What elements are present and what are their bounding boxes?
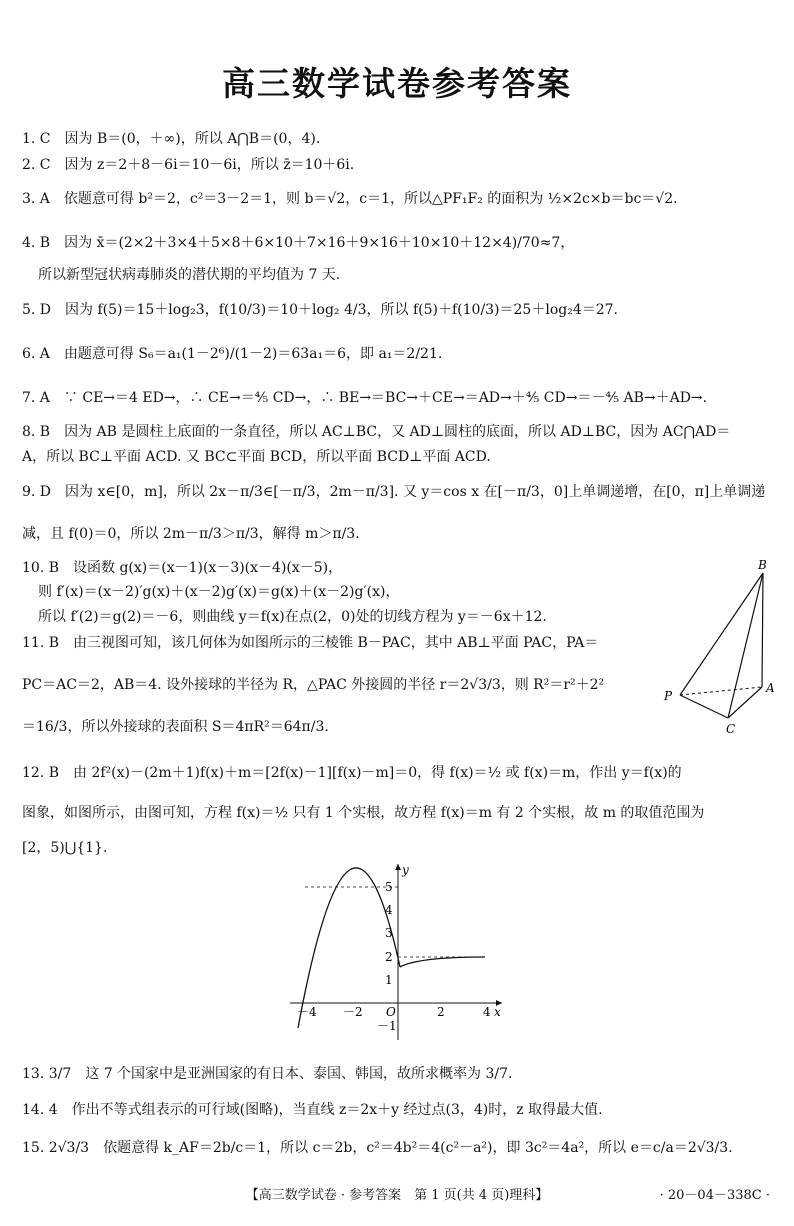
y-tick-1: 1 xyxy=(385,973,393,987)
answer-q12-line3: [2，5)⋃{1}. xyxy=(22,840,108,856)
answer-q3: 3. A 依题意可得 b²＝2，c²＝3－2＝1，则 b＝√2，c＝1，所以△PF₁F₂ 的面积为 ½×2c×b＝bc＝√2. xyxy=(22,191,678,207)
y-axis-label: y xyxy=(402,863,409,877)
vertex-label-a: A xyxy=(766,681,775,695)
answer-q11-line3: ＝16/3，所以外接球的表面积 S＝4πR²＝64π/3. xyxy=(22,719,329,735)
answer-q6: 6. A 由题意可得 S₆＝a₁(1－2⁶)/(1－2)＝63a₁＝6，即 a₁＝2/21. xyxy=(22,346,443,362)
vertex-label-c: C xyxy=(726,722,736,736)
answer-q5: 5. D 因为 f(5)＝15＋log₂3，f(10/3)＝10＋log₂ 4/3，所以 f(5)＋f(10/3)＝25＋log₂4＝27. xyxy=(22,302,618,318)
answer-q12-line2: 图象，如图所示，由图可知，方程 f(x)＝½ 只有 1 个实根，故方程 f(x)＝m 有 2 个实根，故 m 的取值范围为 xyxy=(22,805,705,821)
answer-q9-line2: 减，且 f(0)＝0，所以 2m－π/3＞π/3，解得 m＞π/3. xyxy=(22,526,360,542)
y-tick-3: 3 xyxy=(385,926,393,940)
edge-pc xyxy=(680,695,728,718)
origin-label: O xyxy=(386,1005,396,1019)
y-tick-2: 2 xyxy=(385,950,393,964)
footer-center-text: 【高三数学试卷 · 参考答案 第 1 页(共 4 页)理科】 xyxy=(245,1188,549,1203)
answer-q1: 1. C 因为 B＝(0，＋∞)，所以 A⋂B＝(0，4). xyxy=(22,131,321,147)
answer-q13: 13. 3/7 这 7 个国家中是亚洲国家的有日本、泰国、韩国，故所求概率为 3/7. xyxy=(22,1066,513,1082)
x-tick-4: 4 xyxy=(483,1005,491,1019)
answer-q9-line1: 9. D 因为 x∈[0，m]，所以 2x－π/3∈[－π/3，2m－π/3]. 又 y＝cos x 在[－π/3，0]上单调递增，在[0，π]上单调递 xyxy=(22,484,766,500)
vertex-label-b: B xyxy=(758,558,767,572)
page-title: 高三数学试卷参考答案 xyxy=(222,64,572,103)
answer-q11-line2: PC＝AC＝2，AB＝4. 设外接球的半径为 R，△PAC 外接圆的半径 r＝2√3/3，则 R²＝r²＋2² xyxy=(22,677,605,693)
edge-pa-hidden xyxy=(680,687,762,695)
answer-q8-line2: A，所以 BC⊥平面 ACD. 又 BC⊂平面 BCD，所以平面 BCD⊥平面 ACD. xyxy=(22,449,491,465)
y-tick-5: 5 xyxy=(385,880,393,894)
answer-q4-line1: 4. B 因为 x̄＝(2×2＋3×4＋5×8＋6×10＋7×16＋9×16＋10×10＋12×4)/70≈7， xyxy=(22,235,575,251)
function-graph xyxy=(280,856,510,1046)
edge-ca xyxy=(728,687,762,718)
edge-bc xyxy=(728,573,763,718)
answer-q7: 7. A ∵ CE→＝4 ED→，∴ CE→＝⅘ CD→，∴ BE→＝BC→＋CE→＝AD→＋⅘ CD→＝－⅘ AB→＋AD→. xyxy=(22,390,708,406)
y-tick--1: －1 xyxy=(377,1019,397,1033)
y-tick-4: 4 xyxy=(385,903,393,917)
x-axis-label: x xyxy=(494,1005,501,1019)
answer-q2: 2. C 因为 z＝2＋8－6i＝10－6i，所以 z̄＝10＋6i. xyxy=(22,157,355,173)
answer-q10-line2: 则 f′(x)＝(x－2)′g(x)＋(x－2)g′(x)＝g(x)＋(x－2)g′(x)， xyxy=(38,584,400,600)
answer-q8-line1: 8. B 因为 AB 是圆柱上底面的一条直径，所以 AC⊥BC，又 AD⊥圆柱的底面，所以 AD⊥BC，因为 AC⋂AD＝ xyxy=(22,424,731,440)
x-tick--4: －4 xyxy=(297,1005,317,1019)
answer-q10-line1: 10. B 设函数 g(x)＝(x－1)(x－3)(x－4)(x－5)， xyxy=(22,560,343,576)
pyramid-figure xyxy=(650,556,790,741)
edge-bp xyxy=(680,573,763,695)
answer-q14: 14. 4 作出不等式组表示的可行域(图略)，当直线 z＝2x＋y 经过点(3，4)时，z 取得最大值. xyxy=(22,1102,603,1118)
edge-ba xyxy=(762,573,763,687)
footer-code: · 20－04－338C · xyxy=(659,1188,770,1203)
x-tick--2: －2 xyxy=(343,1005,363,1019)
answer-q15: 15. 2√3/3 依题意得 k_AF＝2b/c＝1，所以 c＝2b，c²＝4b²＝4(c²－a²)，即 3c²＝4a²，所以 e＝c/a＝2√3/3. xyxy=(22,1140,733,1156)
answer-q4-line2: 所以新型冠状病毒肺炎的潜伏期的平均值为 7 天. xyxy=(38,267,341,283)
answer-q11-line1: 11. B 由三视图可知，该几何体为如图所示的三棱锥 B－PAC，其中 AB⊥平面 PAC，PA＝ xyxy=(22,635,599,651)
answer-q12-line1: 12. B 由 2f²(x)－(2m＋1)f(x)＋m＝[2f(x)－1][f(x)－m]＝0，得 f(x)＝½ 或 f(x)＝m，作出 y＝f(x)的 xyxy=(22,765,682,781)
vertex-label-p: P xyxy=(664,689,673,703)
curve-right-branch xyxy=(400,957,485,967)
answer-q10-line3: 所以 f′(2)＝g(2)＝－6，则曲线 y＝f(x)在点(2，0)处的切线方程为 y＝－6x＋12. xyxy=(38,609,547,625)
x-tick-2: 2 xyxy=(437,1005,445,1019)
